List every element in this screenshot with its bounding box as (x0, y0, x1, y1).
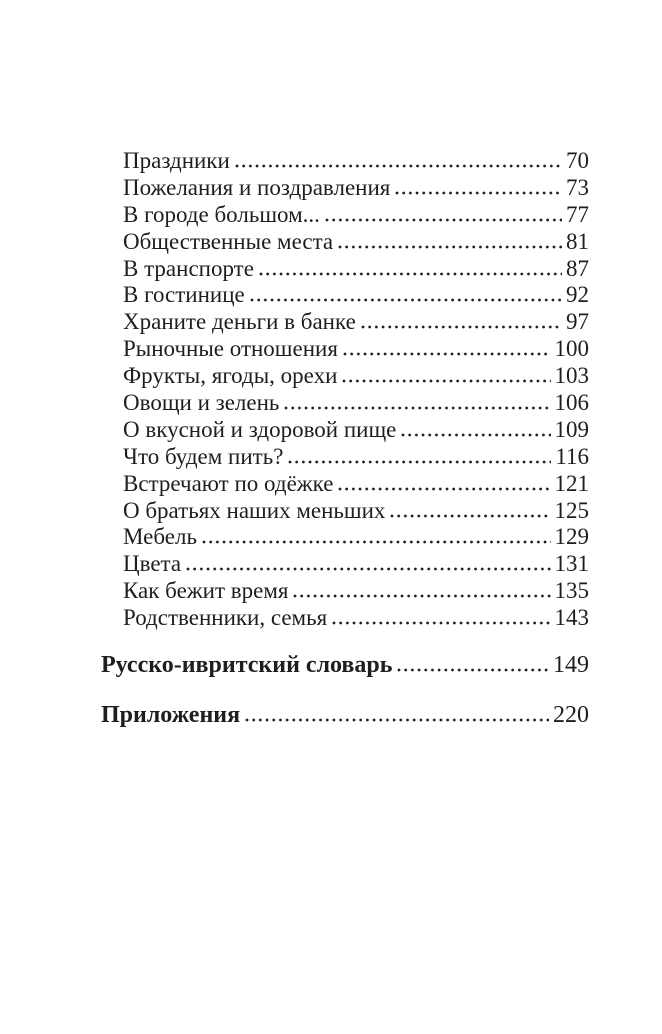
toc-entry-title: Храните деньги в банке (123, 309, 356, 335)
toc-entry-page: 92 (566, 282, 589, 308)
toc-entry-page: 109 (554, 416, 589, 442)
toc-entry (101, 417, 589, 444)
toc-entry-title: Фрукты, ягоды, орехи (123, 363, 338, 389)
toc-entry-title: Как бежит время (123, 578, 289, 604)
toc-entry-title: В городе большом... (123, 201, 320, 227)
toc-entry (101, 309, 589, 336)
toc-entry-page: 135 (554, 578, 589, 604)
toc-entry-page: 81 (566, 228, 589, 254)
toc-entry-title: Овощи и зелень (123, 390, 280, 416)
toc-entry-page: 125 (554, 497, 589, 523)
toc-section-entry (101, 652, 589, 679)
toc-entry (101, 148, 589, 175)
toc-entry-page: 103 (554, 363, 589, 389)
dot-leader (343, 352, 551, 356)
toc-entry-title: Встречают по одёжке (123, 470, 334, 496)
toc-entry-page: 129 (554, 524, 589, 550)
toc-section-title: Приложения (101, 702, 241, 729)
dot-leader (332, 621, 550, 625)
toc-entry-page: 106 (554, 390, 589, 416)
toc-entry-page: 121 (554, 470, 589, 496)
toc-entry (101, 578, 589, 605)
dot-leader (397, 668, 549, 672)
toc-entry (101, 524, 589, 551)
dot-leader (202, 540, 551, 544)
toc-entry (101, 256, 589, 283)
dot-leader (342, 379, 550, 383)
dot-leader (186, 567, 550, 571)
dot-leader (250, 298, 562, 302)
toc-section-page: 220 (553, 702, 589, 729)
dot-leader (401, 433, 550, 437)
toc-entry (101, 605, 589, 632)
toc-entry-title: Пожелания и поздравления (123, 174, 391, 200)
dot-leader (293, 594, 550, 598)
dot-leader (338, 245, 562, 249)
dot-leader (361, 325, 562, 329)
dot-leader (259, 272, 562, 276)
toc-entry-page: 143 (554, 605, 589, 631)
toc-entry-title: Родственники, семья (123, 605, 328, 631)
table-of-contents (101, 148, 589, 729)
toc-entry-page: 131 (554, 551, 589, 577)
toc-entry-title: О вкусной и здоровой пище (123, 416, 397, 442)
toc-entry-title: О братьях наших меньших (123, 497, 386, 523)
toc-entry-page: 100 (554, 336, 589, 362)
toc-entry-title: Рыночные отношения (123, 336, 338, 362)
dot-leader (395, 191, 562, 195)
toc-entry-page: 70 (566, 148, 589, 173)
toc-entry (101, 363, 589, 390)
toc-entry (101, 336, 589, 363)
toc-entry-title: Что будем пить? (123, 443, 284, 469)
toc-entry (101, 202, 589, 229)
toc-entry-title: В гостинице (123, 282, 245, 308)
toc-entry-title: Цвета (123, 551, 182, 577)
toc-entry-page: 116 (555, 443, 589, 469)
toc-entry (101, 498, 589, 525)
toc-entry (101, 444, 589, 471)
toc-entry (101, 282, 589, 309)
toc-entry (101, 175, 589, 202)
toc-entry-page: 87 (566, 255, 589, 281)
dot-leader (235, 164, 562, 168)
toc-section-title: Русско-ивритский словарь (101, 652, 393, 679)
toc-entry-page: 77 (566, 201, 589, 227)
toc-entry-page: 73 (566, 174, 589, 200)
toc-entry (101, 471, 589, 498)
dot-leader (284, 406, 550, 410)
toc-entry-title: В транспорте (123, 255, 254, 281)
toc-entry (101, 229, 589, 256)
toc-entry (101, 551, 589, 578)
dot-leader (338, 487, 550, 491)
toc-section-page: 149 (553, 652, 589, 679)
dot-leader (390, 514, 550, 518)
toc-section-entry (101, 702, 589, 729)
toc-entry (101, 390, 589, 417)
toc-entry-page: 97 (566, 309, 589, 335)
dot-leader (245, 718, 549, 722)
toc-entry-title: Праздники (123, 148, 230, 173)
dot-leader (288, 460, 551, 464)
dot-leader (325, 218, 562, 222)
toc-entry-title: Мебель (123, 524, 197, 550)
toc-entry-title: Общественные места (123, 228, 334, 254)
